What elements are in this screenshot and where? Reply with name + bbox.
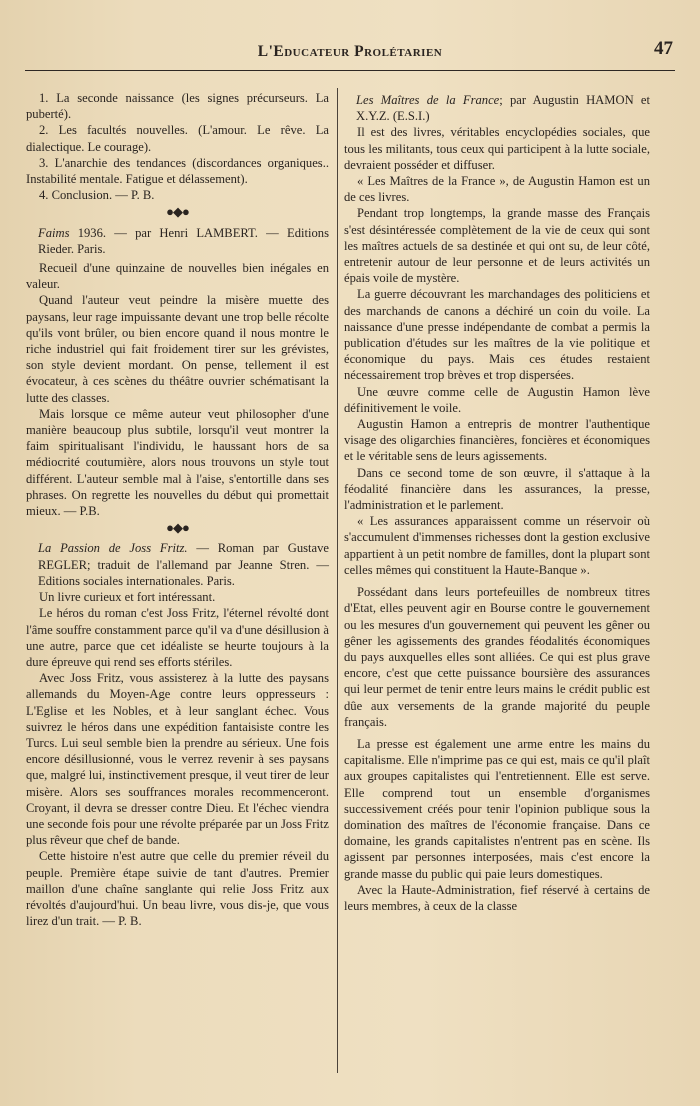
paragraph: Pendant trop longtemps, la grande masse des Français s'est désintéressée complètement de la vie de ceux qui sont les maîtres actuels de sa destinée et qui ont su, de leur côté, entretenir autour de leur personne et de leurs activités un épais voile de mystère. [344,206,650,286]
toc-item-4: 4. Conclusion. — P. B. [39,188,155,203]
paragraph: La presse est également une arme entre les mains du capitalisme. Elle n'imprime pas ce qui est, mais ce qu'il plaît aux groupes capitalistes qui l'entretiennent. Elle est serve. Elle comprend tout un ensemble d'organismes successivement créés pour tenir l'opinion publique sous la domination des maîtres de l'économie française. Dans ce domaine, les grands capitalistes n'entrent pas en scène. Ils agissent par personnes interposées, mais c'est encore la grande masse du public qui paie leurs domestiques. [344,736,650,881]
journal-title: L'Educateur Prolétarien [257,43,443,60]
column-divider [337,88,338,1073]
toc-item-1: 1. La seconde naissance (les signes précurseurs. La puberté). [26,91,329,122]
book-title-maitres: Les Maîtres de la France [356,93,500,107]
paragraph: La guerre découvrant les marchandages des politiciens et des marchands de canons a déchiré un coin du voile. La naissance d'une presse indépendante de combat a permis la publication d'études sur les maîtres de la vie politique et économique du pays. Mais ces études restaient nécessairement trop brèves et trop dispersées. [344,287,650,383]
paragraph: Dans ce second tome de son œuvre, il s'attaque à la féodalité financière dans les assurances, la presse, l'administration et le parlement. [344,465,650,513]
paragraph: « Les assurances apparaissent comme un réservoir où s'accumulent d'immenses richesses dont la gestion exclusive appartient à un petit nombre de familles, dont la plupart sont celles mêmes qui constituent la Haute-Banque ». [344,514,650,577]
review-heading-joss-fritz-rest: — Roman par Gustave REGLER; traduit de l'allemand par Jeanne Stren. — Editions sociales internationales. Paris. [38,541,330,588]
review-heading-joss-fritz [26,540,329,589]
paragraph: Possédant dans leurs portefeuilles de nombreux titres d'Etat, elles peuvent agir en Bourse contre le gouvernement ou les mesures d'un gouvernement qui peuvent les gêner ou gêner les agissements des grandes féodalités économiques du pays auxquelles elles sont alliées. Ce qui est plus grave encore, c'est que cette puissance boursière des assurances qui leur permet de tenir entre leurs mains le crédit public est dûe aux versements de la grande majorité du peuple français. [344,585,650,729]
paragraph: Il est des livres, véritables encyclopédies sociales, que tous les militants, tous ceux qui participent à la lutte sociale, devraient posséder et diffuser. [344,125,650,172]
toc-item-3: 3. L'anarchie des tendances (discordances organiques.. Instabilité mentale. Fatigue et délassement). [26,155,329,187]
review-heading-maitres [344,92,650,124]
running-header [25,36,675,71]
paragraph: Avec la Haute-Administration, fief réservé à certains de leurs membres, à ceux de la classe [344,882,650,913]
review-heading-faims [26,225,329,257]
paragraph: Avec Joss Fritz, vous assisterez à la lutte des paysans allemands du Moyen-Age contre leurs oppresseurs : L'Eglise et les Nobles, et à leur sanglant échec. Vous suivrez le héros dans une expédition fantaisiste contre les Turcs. Lui seul semble bien la prendre au sérieux. Une fois encore désillusionné, vous le verrez revenir à ses paysans que, malgré lui, instinctivement presque, il veut tirer de leur misère. Alors ses souffrances morales recommenceront. Croyant, il devra se dresser contre Dieu. Et l'échec viendra une seconde fois pour une révolte préparée par un Joss Fritz plus rêveur que chef de bande. [26,671,329,848]
review-heading-maitres-rest: ; par Augustin HAMON et X.Y.Z. (E.S.I.) [356,93,650,124]
section-ornament: ●◆● [166,520,189,536]
paragraph: Le héros du roman c'est Joss Fritz, l'éternel révolté dont l'âme souffre constamment parce qu'il va d'une désillusion à une autre, parce que cet idéaliste se heurte toujours à la dure épreuve qui rend ses efforts stériles. [26,606,329,669]
book-title-joss-fritz: La Passion de Joss Fritz. [38,541,188,556]
section-ornament: ●◆● [166,204,189,220]
page-number: 47 [654,38,673,59]
left-column [26,90,329,929]
paragraph: Un livre curieux et fort intéressant. [39,590,216,605]
paragraph: Quand l'auteur veut peindre la misère muette des paysans, leur rage impuissante devant une trop belle récolte qu'ils vont brûler, ou bien encore quand il nous montre le riche industriel qui fait froidement tirer sur les grévistes, son style devient mordant. On pense, tellement il est évocateur, à ces scènes du théâtre ouvrier schématisant la lutte des classes. [26,293,329,405]
paragraph: « Les Maîtres de la France », de Augustin Hamon est un de ces livres. [344,174,650,205]
paragraph: Recueil d'une quinzaine de nouvelles bien inégales en valeur. [26,261,329,292]
book-title-faims: Faims [38,225,70,240]
paragraph: Cette histoire n'est autre que celle du premier réveil du peuple. Première étape suivie de tant d'autres. Premier maillon d'une chaîne sanglante qui relie Joss Fritz aux révoltés d'aujourd'hui. Un beau livre, vous dis-je, que vous lirez d'un trait. — P. B. [26,849,329,929]
paragraph: Augustin Hamon a entrepris de montrer l'authentique visage des oligarchies financières, foncières et économiques et le véritable sens de leurs agissements. [344,417,650,464]
toc-item-2: 2. Les facultés nouvelles. (L'amour. Le rêve. La dialectique. Le courage). [26,123,329,154]
paragraph: Mais lorsque ce même auteur veut philosopher d'une manière beaucoup plus subtile, lorsqu'il veut montrer la faim spiritualisant l'individu, le haussant hors de sa médiocrité coutumière, alors nous trouvons un style tout différent. L'auteur semble mal à l'aise, s'entortille dans ses phrases. On regrette les nouvelles du début qui promettait mieux. — P.B. [26,406,329,519]
paragraph: Une œuvre comme celle de Augustin Hamon lève définitivement le voile. [344,384,650,415]
review-heading-faims-rest: 1936. — par Henri LAMBERT. — Editions Rieder. Paris. [38,225,329,256]
right-column [344,90,650,914]
